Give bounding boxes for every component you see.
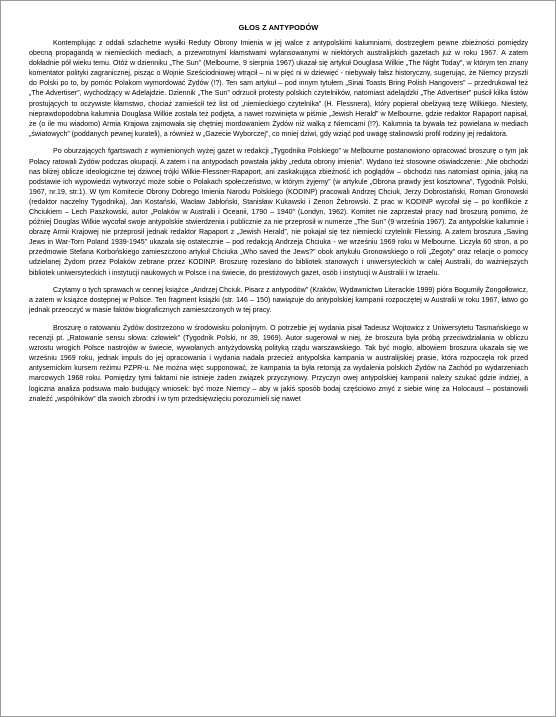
document-title: GŁOS Z ANTYPODÓW xyxy=(238,23,319,32)
paragraph: Czytamy o tych sprawach w cennej książce „Andrzej Chciuk. Pisarz z antypodów” (Kraków, Wydawnictwo Literackie 1999) pióra Bogumiły Żongołłowicz, a zatem w książce dostępnej w Polsce. Ten fragment książki (str. 146 – 150) nawiązuje do antypolskiej kampanii rozpoczętej w Australii w roku 1967, łatwo go jednak przeoczyć w masie faktów biograficznych zamieszczonych w tej pracy. xyxy=(29,287,528,315)
paragraph: Kontemplując z oddali szlachetne wysiłki Reduty Obrony Imienia w jej walce z antypolskimi kalumniami, dostrzegłem pewne zbieżności pomiędzy obecną propagandą w niemieckich mediach, a przewrotnymi kłamstwami wylansowanymi w niektórych australijskich gazetach już w roku 1967. A zatem dokładnie pół wieku temu. Otóż w dzienniku „The Sun” (Melbourne, 9 sierpnia 1967) ukazał się artykuł Douglasa Wilkie „The Night Today”, w którym ten znany komentator polityki zagranicznej, pisząc o Wojnie Sześciodniowej wtrącił – ni w pięć ni w dziewięć - niebywały fałsz historyczny, sugerując, że Niemcy przyszli do Polski po to, by pomóc Polakom wymordować Żydów (!?). Ten sam artykuł – pod innym tytułem „Sinai Toasts Bring Polish Hangovers” – przedrukował też „The Advertiser”, wychodzący w Adelajdzie. Dziennik „The Sun” odrzucił protesty polskich czytelników, natomiast adelajdzki „The Advertiser” puścił kilka listów prostujących to oczywiste kłamstwo, chociaż zamieścił też list od „niemieckiego czytelnika” (H. Flessnera), który popierał obelżywą tezę Wilkiego. Niestety, nieprawdopodobna kalumnia Douglasa Wilkie została też podjęta, a nawet rozwinięta w piśmie „Jewish Herald” w Melbourne, gdzie redaktor Rapaport napisał, że (o ile mu wiadomo) Armia Krajowa zajmowała się chętniej mordowaniem Żydów niż walką z Niemcami (!?). Kalumnia ta bywała też powielana w mediach „światowych” (poddanych pewnej kurateli), a również w „Gazecie Wyborczej”, co mniej dziwi, gdy wziąć pod uwagę stalinowski profil rodziny jej redaktora. xyxy=(29,40,528,138)
document-body xyxy=(29,23,528,412)
paragraph: Po oburzających fgartswach z wymienionych wyżej gazet w redakcji „Tygodnika Polskiego” w Melbourne postanowiono opracować broszurę o tym jak Polacy ratowali Żydów podczas okupacji. A zatem i na antypodach powstała jakby „reduta obrony imienia”. Wydano też stosowne oświadczenie: „Nie obchodzi nas bliżej oblicze ideologiczne tej dziwnej trójki Wilkie-Flessner-Rapaport, ani zaskakująca zbieżność ich poglądów – obchodzi nas natomiast opinia, jaką na podstawie ich wypowiedzi wytworzyć może sobie o Polakach społeczeństwo, w którym żyjemy” (w artykule „Obrona prawdy jest kosztowna”, Tygodnik Polski, 1967, nr.19, str.1). W tym Komitecie Obrony Dobrego Imienia Narodu Polskiego (KODINP) pracowali Andrzej Chciuk, Jerzy Dobrostański, Roman Gronowski (redaktor naczelny Tygodnika), Jan Kostański, Wacław Jabłoński, Stanisław Kukawski i Zenon Żebrowski. Z prac w KODINP wycofał się – po konflikcie z Chciukiem – Lech Paszkowski, autor „Polaków w Australii i Oceanii, 1790 – 1940” (Londyn, 1962). Komitet nie zaprzestał pracy nad broszurą pomimo, że później Douglas Wilkie wycofał swoje antypolskie stwierdzenia i publicznie za nie przeprosił w numerze „The Sun” (9 września 1967). Za antypolskie kalumnie i obrazę Armii Krajowej nie przeprosił jednak redaktor Rapaport z „Jewish Herald”, nie pokajał się też niemiecki czytelnik Flessing. A zatem broszura „Saving Jews in War-Torn Poland 1939-1945” ukazała się ostatecznie – pod redakcją Andrzeja Chciuka - we wrześniu 1969 roku w Melbourne. Liczyła 60 stron, a po przedmowie Stefana Korbońskiego zamieszczono artykuł Chciuka „Who saved the Jews?” obok artykułu Gronowskiego o roli „Żegoty” oraz relacje o pomocy udzielanej Żydom przez Polaków zebrane przez KODINP. Broszurę rozesłano do bibliotek stanowych i uniwersyteckich w całej Australii, do ważniejszych bibliotek uniwersyteckich i instytucji naukowych w Polsce i na świecie, do prestiżowych gazet, osób i instytucji w Australii i w Izraelu. xyxy=(29,148,528,277)
paragraph: Broszurę o ratowaniu Żydów dostrzeżono w środowisku polonijnym. O potrzebie jej wydania pisał Tadeusz Wojtowicz z Uniwersytetu Tasmańskiego w recenzji pt. „Ratowanie sensu słowa: człowiek” (Tygodnik Polski, nr 39, 1969). Autor sugerował w niej, że broszura była próbą przeciwdziałania w obliczu wzrostu wrogich Polsce nastrojów w świecie, wywołanych antyżydowską polityką rządu warszawskiego. Tak być mogło, albowiem broszura ukazała się we wrześniu 1969 roku, jednak impuls do jej opracowania i wydania nadała przecież antypolska kampania w australijskiej prasie, która rozpoczęła rok przed antysemickim kursem reżimu PZPR-u. Nie można więc supponować, że kampania ta była retorsją za wydalenia polskich Żydów na Zachód po wydarzeniach marcowych 1968 roku. Pomiędzy tymi faktami nie istnieje żaden związek przyczynowy. Przyczyn owej antypolskiej kampanii należy szukać gdzie indziej, a logiczna analiza podsuwa mało budujący wniosek: być może Niemcy – aby w jakiś sposób bodaj częściowo zmyć z siebie winę za Holocaust – postanowili znaleźć „wspólników” dla swoich zbrodni i w tym przedsięwzięciu porozumieli się nawet xyxy=(29,324,528,403)
